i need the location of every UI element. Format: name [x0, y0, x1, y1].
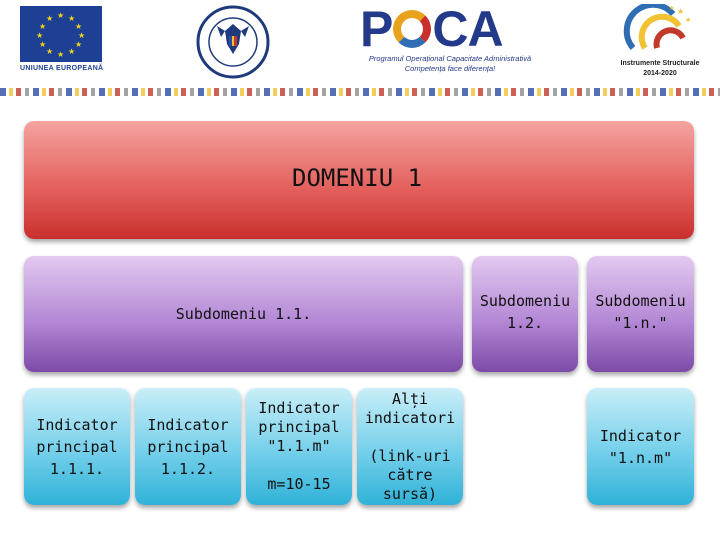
poca-ring-icon	[393, 10, 431, 48]
poca-wordmark: P CA	[360, 1, 503, 57]
structural-instruments-icon	[615, 4, 705, 54]
indicator-1-1-m-box	[246, 388, 352, 505]
svg-text:★: ★	[669, 5, 675, 12]
subdomain-2-box	[472, 256, 578, 372]
subdomain-n-label: Subdomeniu "1.n."	[595, 292, 686, 332]
other-indicators-label: Alți indicatori (link-uri către sursă)	[364, 389, 456, 503]
government-seal-icon	[195, 4, 271, 80]
subdomain-1-label: Subdomeniu 1.1.	[175, 305, 312, 323]
poca-motto: Competența face diferența!	[404, 64, 496, 73]
subdomain-n-box	[587, 256, 694, 372]
other-indicators-box	[357, 388, 463, 505]
is-caption-years: 2014-2020	[643, 70, 677, 77]
domain-title: DOMENIU 1	[292, 164, 423, 192]
eu-logo	[20, 6, 106, 76]
svg-text:★: ★	[685, 16, 692, 24]
indicator-1-1-2-box	[135, 388, 241, 505]
indicator-1-1-1-box	[24, 388, 130, 505]
is-caption-title: Instrumente Structurale	[620, 60, 700, 67]
indicator-1-n-m-label: Indicator "1.n.m"	[599, 426, 682, 467]
indicator-1-1-2-label: Indicator principal 1.1.2.	[147, 415, 229, 478]
decorative-ribbon	[0, 88, 720, 96]
government-seal-logo	[195, 4, 271, 80]
poca-logo	[360, 1, 540, 80]
subdomain-2-label: Subdomeniu 1.2.	[479, 292, 571, 332]
indicator-1-n-m-box	[587, 388, 694, 505]
indicator-1-1-m-label: Indicator principal "1.1.m" m=10-15	[258, 399, 340, 493]
eu-flag-icon: ★ ★ ★ ★ ★ ★ ★ ★ ★ ★ ★ ★	[20, 6, 102, 62]
eu-caption: UNIUNEA EUROPEANĂ	[20, 65, 104, 72]
poca-subtitle: Programul Operațional Capacitate Administrativă	[368, 54, 532, 63]
subdomain-1-box	[24, 256, 463, 372]
svg-text:★: ★	[677, 7, 685, 16]
structural-instruments-logo	[615, 4, 705, 80]
indicator-1-1-1-label: Indicator principal 1.1.1.	[36, 415, 118, 478]
